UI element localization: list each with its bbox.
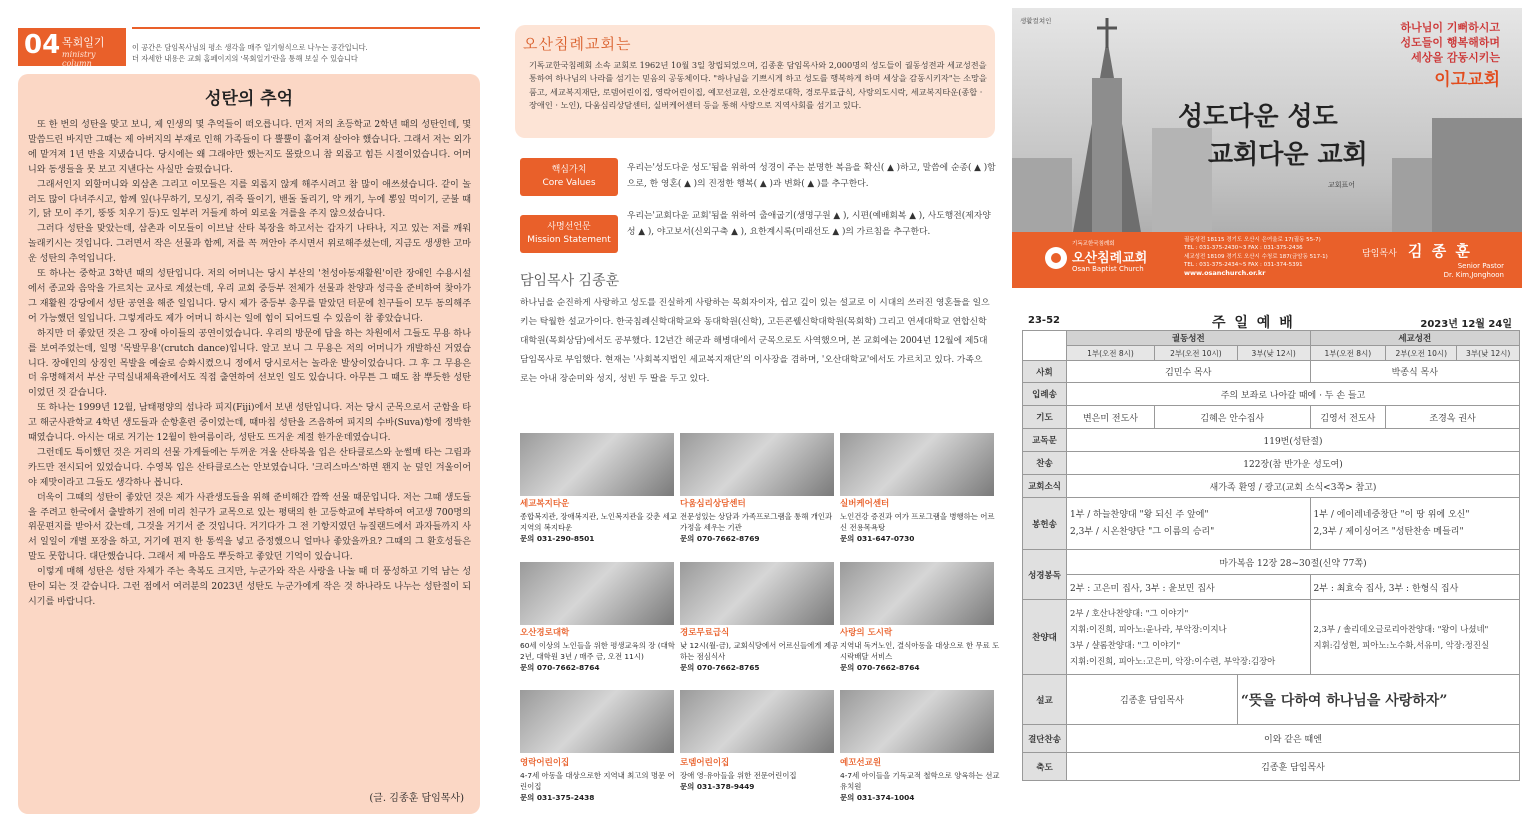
- ministry-photo: [520, 562, 674, 625]
- paragraph: 또 하나는 중학교 3학년 때의 성탄입니다. 저의 어머니는 당시 부산의 '천성아동재활원'이란 장애인 수용시설에서 종교와 음악을 가르치는 교사로 계셨는데, 우리 교회 중등부 전체가 선물과 찬양과 성극을 준비하여 찾아가 그 재활원 강당에서 성탄 공연을 해준 일입니다. 당시 제가 중등부 총무를 맡았던 터문에 친구들이 모두 동의해주어 가능했던 일입니다. 그렇게라도 제가 어머니 하시는 일에 힘이 되어드릴 수 있음이 참 좋았습니다.: [28, 269, 471, 324]
- ministry-photo: [840, 562, 994, 625]
- paragraph: 그래서인지 외할머니와 외삼촌 그리고 이모들은 지를 외롭지 않게 해주시려고 참 많이 애쓰셨습니다. 같이 놀러도 많이 다녀주시고, 함께 잎(나무하기, 모싱기, 쥐죽 뜰이기, 밴돌 돌리기, 약 캐기, 누에 뽕잎 먹이기, 군불 때기, 닭 모이 주기, 뚱뚱 치우기 등)도 일부러 거들게 하여 외로울 겨를을 주지 않으셨습니다.: [28, 179, 471, 220]
- church-website: www.osanchurch.or.kr: [1184, 269, 1266, 278]
- campus-header: 세교성전: [1310, 331, 1519, 346]
- column-article-panel: [18, 74, 480, 814]
- service-date: 2023년 12월 24일: [1420, 319, 1512, 330]
- service-header: [1022, 312, 1520, 330]
- table-row: 2부 : 고은미 집사, 3부 : 윤보민 집사 2부 : 최효숙 집사, 3부 : 한형식 집사: [1023, 575, 1520, 600]
- church-info-bar: [1012, 232, 1522, 288]
- table-row: 교독문 119번(성탄절): [1023, 429, 1520, 452]
- banner-headline-1: 성도다운 성도: [1178, 102, 1338, 132]
- banner-headline-2: 교회다운 교회: [1208, 140, 1368, 170]
- table-row: 찬양대 2부 / 호산나찬양대: "그 이야기" 지휘:이진희, 피아노:윤나라, 부악장:이지나 3부 / 샬롬찬양대: "그 이야기" 지휘:이진희, 피아노:고은미, 악장:이수련, 부악장:김장아 2,3부 / 솔리데오글로리아찬양대: "왕이 나셨네" 지휘:김성현, 피아노:노수화,서유미, 악장:정진실: [1023, 600, 1520, 675]
- ministry-photo: [680, 433, 834, 496]
- ministry-photo: [840, 433, 994, 496]
- ministry-photo: [520, 433, 674, 496]
- article-title: 성탄의 추억: [204, 89, 294, 109]
- paragraph: 또 한 번의 성탄을 맞고 보니, 제 인생의 몇 추억들이 떠오릅니다. 먼저 저의 초등학교 2학년 때의 성탄인데, 몇 말씀드린 바지만 그때는 제 아버지의 부재로 인해 가족들이 다 뿔뿔이 흩어져 살아야 했습니다. 그래서 저는 외가에 맡겨져 1년 반을 지냈습니다. 당시에는 왜 그래야만 했는지도 몰랐으니 참 외롭고 힘든 시절이었습니다. 어머니와 동생들을 못 보고 지낸다는 사실만 슬펐습니다.: [28, 120, 471, 175]
- paragraph: 또 하나는 1999년 12월, 남태평양의 섬나라 피지(Fiji)에서 보낸 성탄입니다. 저는 당시 군목으로서 군함을 타고 해군사관학교 4학년 생도들과 순항훈련 중이었는데, 때마침 성탄을 즈음하여 피지의 수바(Suva)항에 정박한 때였습니다. 아시는 대로 거기는 12월이 한여름이라, 성탄도 뜨거운 계절 한가운데였습니다.: [28, 403, 471, 444]
- pastor-heading: 담임목사 김종훈: [520, 273, 620, 289]
- ministry-photo: [680, 562, 834, 625]
- sermon-title: “뜻을 다하여 하나님을 사랑하자”: [1237, 675, 1519, 725]
- preacher: 김종훈 담임목사: [1067, 675, 1238, 725]
- ministry-item: 예꼬선교원 4-7세 아이들을 기독교적 철학으로 양육하는 선교유치원 문의 031-374-1004: [840, 758, 1000, 802]
- table-row: 축도 김종훈 담임목사: [1023, 753, 1520, 781]
- table-row: 기도 변은미 전도사 김혜은 안수집사 김영서 전도사 조경옥 권사: [1023, 406, 1520, 429]
- table-row: 사회 김민수 목사 박종식 목사: [1023, 361, 1520, 383]
- ministry-item: 실버케어센터 노인건강 증진과 여가 프로그램을 병행하는 어르신 전용목욕탕 문의 031-647-0730: [840, 499, 995, 543]
- table-row: 1부(오전 8시) 2부(오전 10시) 3부(낮 12시) 1부(오전 8시) 2부(오전 10시) 3부(낮 12시): [1023, 346, 1520, 361]
- table-row: 입례송 주의 보좌로 나아갈 때에 · 두 손 들고: [1023, 383, 1520, 406]
- church-sub: 기독교한국침례회: [1072, 241, 1115, 247]
- church-logo-icon: [1044, 246, 1068, 270]
- paragraph: 하지만 더 좋았던 것은 그 장애 아이들의 공연이었습니다. 우리의 방문에 답을 하는 차원에서 그들도 무용 하나를 보여주었는데, 일명 '목발무용'(crutch dance)입니다. 알고 보니 그 무용은 저의 어머니가 개발하신 거였습니다. 장애인의 상징인 목발을 예술로 승화시켰으니 정에서 당시로서는 놀라운 발상이었습니다. 그 후 그 무용은 더 유명해져서 부산 구덕실내체육관에서도 직접 출연하여 선보인 일도 있습니다. 아무튼 그 때도 참 뿌듯한 성탄이었던 것 같습니다.: [28, 328, 471, 399]
- ministry-item: 사랑의 도시락 지역내 독거노인, 결식아동을 대상으로 한 무료 도시락배달 서비스 문의 070-7662-8764: [840, 628, 1000, 672]
- table-row: [1023, 331, 1520, 346]
- core-values-badge: 핵심가치 Core Values: [520, 158, 618, 196]
- mission-text: 우리는'교회다운 교회'됨을 위하여 출애굽기(생명구원 ▲ ), 시편(예배회복 ▲ ), 사도행전(제자양성 ▲ ), 야고보서(신외구축 ▲ ), 요한계시록(미래선도 ▲ )의 가르침을 추구한다.: [627, 211, 991, 237]
- table-row: 결단찬송 이와 같은 때엔: [1023, 725, 1520, 753]
- ministry-item: 오산경로대학 60세 이상의 노인들을 위한 평생교육의 장 (대학 2년, 대학원 3년 / 매주 금, 오전 11시) 문의 070-7662-8764: [520, 628, 675, 672]
- ministry-item: 세교복지타운 종합복지관, 장애복지관, 노인복지관을 갖춘 세교지역의 복지타운 문의 031-290-8501: [520, 499, 677, 543]
- service-order-table: [1022, 330, 1520, 781]
- ministry-photo: [840, 690, 994, 753]
- banner-slogan: 하나님이 기뻐하시고 성도들이 행복해하며 세상을 감동시키는 이고교회: [1400, 21, 1500, 90]
- header-rule: [132, 27, 480, 29]
- pastor-name: 김 종 훈: [1408, 242, 1472, 260]
- paragraph: 더욱이 그때의 성탄이 좋았던 것은 제가 사관생도들을 위해 준비해간 깜짝 선물 때문입니다. 저는 그때 생도들을 주려고 한국에서 출발하기 전에 미리 친구가 교목으로 있는 평택의 한 고등학교에 부탁하여 여고생 700명의 위문편지를 받아서 갔는데, 그것을 거기서 준 것입니다. 거기다가 그 전 기항지였던 뉴질랜드에서 과자들까지 사서 일일이 개별 포장을 하고, 거기에 편지 한 통씩을 넣고 증정했으니 얼마나 좋았을까요? 그때의 그 환호성들은 말도 못합니다. 대단했습니다. 그래서 제 마음도 뿌듯하고 좋았던 기억이 있습니다.: [28, 492, 471, 563]
- campus-header: 궐동성전: [1067, 331, 1311, 346]
- article-body: [28, 118, 471, 610]
- ministry-item: 다움심리상담센터 전문성있는 상담과 가족프로그램을 통해 개인과 가정을 세우는 기관 문의 070-7662-8769: [680, 499, 833, 543]
- section-title: 목회일기: [62, 36, 105, 49]
- pastor-label: 담임목사: [1362, 249, 1397, 259]
- service-title: 주 일 예 배: [1212, 315, 1295, 331]
- church-name-ko: 오산침례교회: [1072, 251, 1148, 266]
- table-row: 봉헌송 1부 / 하늘찬양대 "왕 되신 주 앞에" 2,3부 / 시온찬양단 "그 이름의 승리" 1부 / 에이레네중창단 "이 땅 위에 오신" 2,3부 / 제이싱어즈 "성탄찬송 메들리": [1023, 498, 1520, 550]
- core-values-text: 우리는'성도다운 성도'됨을 위하여 성경이 주는 분명한 복음을 확신( ▲ )하고, 말씀에 순종( ▲ )함으로, 한 영혼( ▲ )의 진정한 행복( ▲ )과 변화( ▲ )를 추구한다.: [627, 163, 996, 189]
- table-row: 설교 김종훈 담임목사 “뜻을 다하여 하나님을 사랑하자”: [1023, 675, 1520, 725]
- paragraph: 이렇게 매해 성탄은 성탄 자체가 주는 축복도 크지만, 누군가와 작은 사랑을 나눌 때 더 풍성하고 기억 남는 성탄이 되는 것 같습니다. 그런 점에서 여러분의 2023년 성탄도 누군가에게 작은 것 하나라도 나누는 성탄절이 되시기를 바랍니다.: [28, 567, 471, 607]
- table-row: 성경봉독 마가복음 12장 28~30절(신약 77쪽): [1023, 550, 1520, 575]
- church-intro-logo: 오산침례교회는: [523, 35, 632, 53]
- church-name-en: Osan Baptist Church: [1072, 265, 1144, 273]
- table-row: 찬송 122장(참 반가운 성도여): [1023, 452, 1520, 475]
- church-intro-text: 기독교한국침례회 소속 교회로 1962년 10월 3일 창립되었으며, 김종훈 담임목사와 2,000명의 성도들이 궐동성전과 세교성전을 통하여 하나님의 나라를 섬기는 믿음의 공동체이다. "하나님을 기쁘시게 하고 성도를 행복하게 하며 세상을 감동시키자"는 소망을 품고, 세교복지재단, 로뎀어린이집, 영락어린이집, 예꼬선교원, 오산경로대학, 경로무료급식, 사랑의도시락, 세교복지타운(종합 · 장애인 · 노인), 다움심리상담센터, 실버케어센터 등을 통해 사랑으로 지역사회를 섬기고 있다.: [529, 60, 987, 111]
- section-description: 이 공간은 담임목사님의 평소 생각을 매주 일기형식으로 나누는 공간입니다. 더 자세한 내용은 교회 홈페이지의 '목회일기'란을 통해 보실 수 있습니다: [132, 43, 368, 63]
- table-row: 교회소식 새가족 환영 / 광고(교회 소식<3쪽> 참고): [1023, 475, 1520, 498]
- ministry-item: 경로무료급식 낮 12시(월-금), 교회식당에서 어르신들에게 제공하는 점심식사 문의 070-7662-8765: [680, 628, 839, 672]
- ministry-item: 영락어린이집 4-7세 아동을 대상으로한 지역내 최고의 명문 어린이집 문의 031-375-2438: [520, 758, 675, 802]
- article-signature: (글. 김종훈 담임목사): [369, 793, 464, 804]
- pastor-bio: 하나님을 순진하게 사랑하고 성도를 진실하게 사랑하는 목회자이자, 쉽고 깊이 있는 설교로 이 시대의 쓰러진 영혼들을 일으키는 탁월한 설교가이다. 한국침례신학대학교와 동대학원(신학), 고든콘웰신학대학원(목회학) 그리고 연세대학교 연합신학대학원(목회상담)에서도 공부했다. 12년간 해군과 해병대에서 군목으로도 사역했으며, 본 교회에는 2004년 12월에 제5대 담임목사로 부임했다. 현재는 '사회복지법인 세교복지재단'의 이사장을 겸하며, '오산대학교'에서도 가르치고 있다. 가족으로는 아내 장순미와 성지, 성빈 두 딸을 두고 있다.: [520, 298, 990, 384]
- church-addresses: 궐동성전 18115 경기도 오산시 은여울로 17(궐동 55-7) TEL : 031-375-2430~3 FAX : 031-375-2436 세교성전 18109 경기도 오산시 수청로 187(금암동 517-1) TEL : 031-375-2434~5 FAX : 031-374-5391 www.osanchurch.or.kr: [1184, 237, 1328, 278]
- issue-number: 23-52: [1028, 315, 1060, 326]
- section-number: 04: [24, 30, 61, 60]
- mission-badge: 사명선언문 Mission Statement: [520, 215, 618, 253]
- ministry-item: 로뎀어린이집 장애 영·유아들을 위한 전문어린이집 문의 031-378-9449: [680, 758, 797, 791]
- paragraph: 그런데도 특이했던 것은 거리의 선물 가게들에는 두꺼운 겨울 산타복을 입은 산타클로스와 눈썰매 타는 그림과 카드만 전시되어 있었습니다. 수영복 입은 산타클로스는 안보였습니다. '크리스마스'하면 왠지 눈 덮인 겨울이어야 제맛이라고 그들도 생각하나 봅니다.: [28, 447, 471, 488]
- pastor-en: Senior Pastor Dr. Kim,Jonghoon: [1443, 262, 1504, 279]
- section-header-badge: [18, 28, 126, 66]
- ministry-photo: [680, 690, 834, 753]
- banner-top-small: 생활컬쳐인: [1020, 17, 1052, 25]
- ministry-photo: [520, 690, 674, 753]
- paragraph: 그러다 성탄을 맞았는데, 삼촌과 이모들이 이브날 산타 복장을 하고서는 갑자기 나타나, 지고 있는 저를 깨워 놀래키시는 것입니다. 그러면서 작은 선물과 함께, 저를 꼭 껴안아 주시면서 위로해주셨는데, 지금도 생생한 고마운 성탄의 추억입니다.: [28, 224, 471, 265]
- section-subtitle: ministry column: [62, 50, 96, 68]
- church-intro-panel: [515, 25, 995, 138]
- banner-motto-label: 교회표어: [1328, 181, 1356, 189]
